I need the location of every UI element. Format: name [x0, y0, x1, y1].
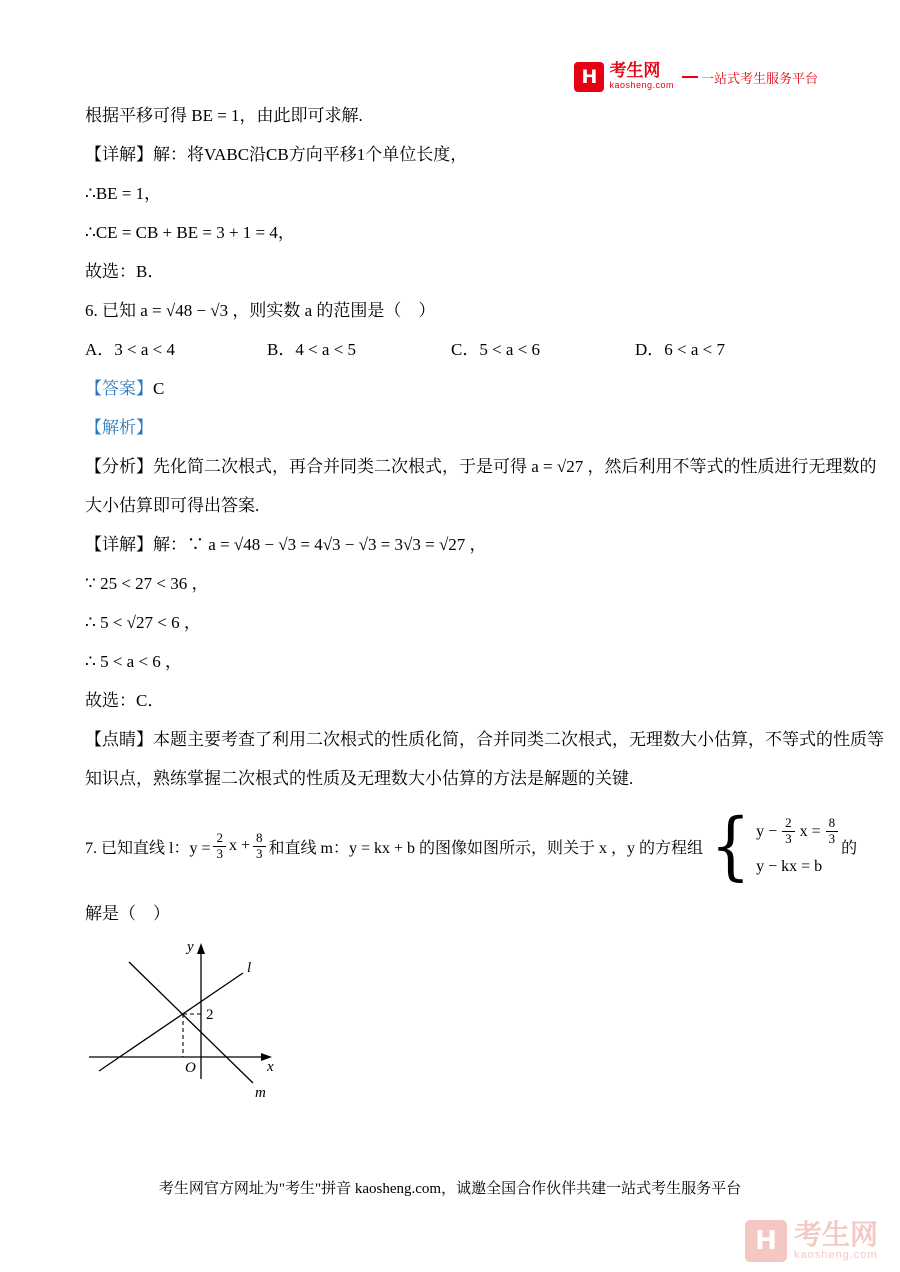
solution-line: 故选：B．: [85, 262, 165, 281]
answer-line: [85, 369, 818, 408]
logo-domain: kaosheng.com: [609, 80, 674, 91]
watermark-logo-icon: [745, 1220, 787, 1262]
line-l: [99, 973, 243, 1071]
numerator: 8: [253, 831, 266, 847]
numerator: 8: [826, 816, 839, 832]
document-body: [85, 96, 884, 1116]
logo-tagline: 一站式考生服务平台: [700, 70, 818, 86]
page-footer: 考生网官方网址为"考生"拼音 kaosheng.com，诚邀全国合作伙伴共建一站式考生服务平台: [158, 1181, 742, 1197]
fraction: [213, 831, 226, 862]
option-d: D．6 < a < 7: [635, 340, 725, 359]
solution-line: 大小估算即可得出答案.: [85, 496, 260, 515]
line-l-label: l: [247, 960, 252, 976]
watermark-text: [793, 1218, 878, 1261]
page-header: [574, 62, 818, 92]
fraction: [782, 816, 795, 847]
denominator: 3: [828, 830, 836, 846]
equation-1: [756, 816, 841, 847]
numerator: 2: [213, 831, 226, 847]
system-equations: [756, 816, 841, 876]
answer-label: 【答案】: [85, 379, 153, 398]
fraction: [826, 816, 839, 847]
origin-label: O: [185, 1060, 196, 1076]
solution-line: 故选：C．: [85, 691, 165, 710]
solution-line: 【详解】解：将VABC沿CB方向平移1个单位长度，: [85, 145, 468, 164]
coordinate-graph: [81, 939, 341, 1111]
denominator: 3: [256, 845, 263, 861]
analysis-label: 【解析】: [85, 418, 153, 437]
solution-line: ∴CE = CB + BE = 3 + 1 = 4，: [85, 223, 295, 242]
question-7-figure: [81, 939, 818, 1116]
logo-name: 考生网: [609, 61, 661, 82]
solution-line: 【详解】解：∵ a = √48 − √3 = 4√3 − √3 = 3√3 = √27 ，: [85, 535, 487, 554]
watermark-logo-glyph: H: [755, 1226, 777, 1256]
y-value-label: 2: [206, 1007, 214, 1023]
watermark-domain: kaosheng.com: [793, 1248, 878, 1261]
solution-line: 【分析】先化简二次根式，再合并同类二次根式，于是可得 a = √27 ，然后利用不等式的性质进行无理数的: [85, 457, 877, 476]
solution-line: ∴ 5 < a < 6 ，: [85, 652, 183, 671]
kaosheng-watermark: [745, 1220, 878, 1262]
solution-line: 【点睛】本题主要考查了利用二次根式的性质化简，合并同类二次根式，无理数大小估算，不等式的性质等: [85, 730, 884, 749]
question-6-options: [85, 330, 818, 369]
y-axis-arrow: [197, 943, 205, 954]
denominator: 3: [785, 830, 792, 846]
option-b: B．4 < a < 5: [267, 340, 357, 359]
answer-value: C: [153, 379, 165, 398]
x-axis-label: x: [267, 1059, 274, 1075]
fraction: [253, 831, 266, 862]
q7-text: 和直线 m：y = kx + b 的图像如图所示，则关于 x ，y 的方程组: [268, 839, 704, 857]
solution-line: ∵ 25 < 27 < 36 ，: [85, 574, 209, 593]
solution-line: ∴BE = 1，: [85, 184, 162, 203]
eq1-text: x =: [799, 822, 821, 840]
numerator: 2: [782, 816, 795, 832]
logo-text: [609, 63, 674, 90]
equation-system: [707, 802, 841, 889]
kaosheng-logo-icon: [574, 62, 604, 92]
line-m-label: m: [255, 1085, 266, 1101]
q7-text: x +: [228, 837, 251, 854]
y-axis-label: y: [187, 939, 194, 955]
analysis-label-line: [85, 408, 818, 447]
question-6: 6. 已知 a = √48 − √3 ，则实数 a 的范围是（ ）: [85, 301, 436, 320]
question-7: [85, 798, 858, 894]
logo-glyph: H: [581, 66, 598, 88]
system-brace: {: [710, 802, 751, 889]
solution-line: ∴ 5 < √27 < 6 ，: [85, 613, 201, 632]
option-a: A．3 < a < 4: [85, 340, 175, 359]
q7-text: 7. 已知直线 l：y =: [85, 839, 211, 857]
option-c: C．5 < a < 6: [451, 340, 541, 359]
eq1-text: y −: [756, 822, 778, 840]
q7-continued: 解是（ ）: [85, 904, 170, 923]
solution-line: 根据平移可得 BE = 1，由此即可求解.: [85, 106, 363, 125]
denominator: 3: [216, 845, 223, 861]
logo-divider: [682, 76, 698, 78]
solution-line: 知识点，熟练掌握二次根式的性质及无理数大小估算的方法是解题的关键.: [85, 769, 634, 788]
watermark-name: 考生网: [793, 1218, 878, 1252]
q7-text: 的: [841, 839, 858, 857]
equation-2: y − kx = b: [756, 857, 823, 875]
